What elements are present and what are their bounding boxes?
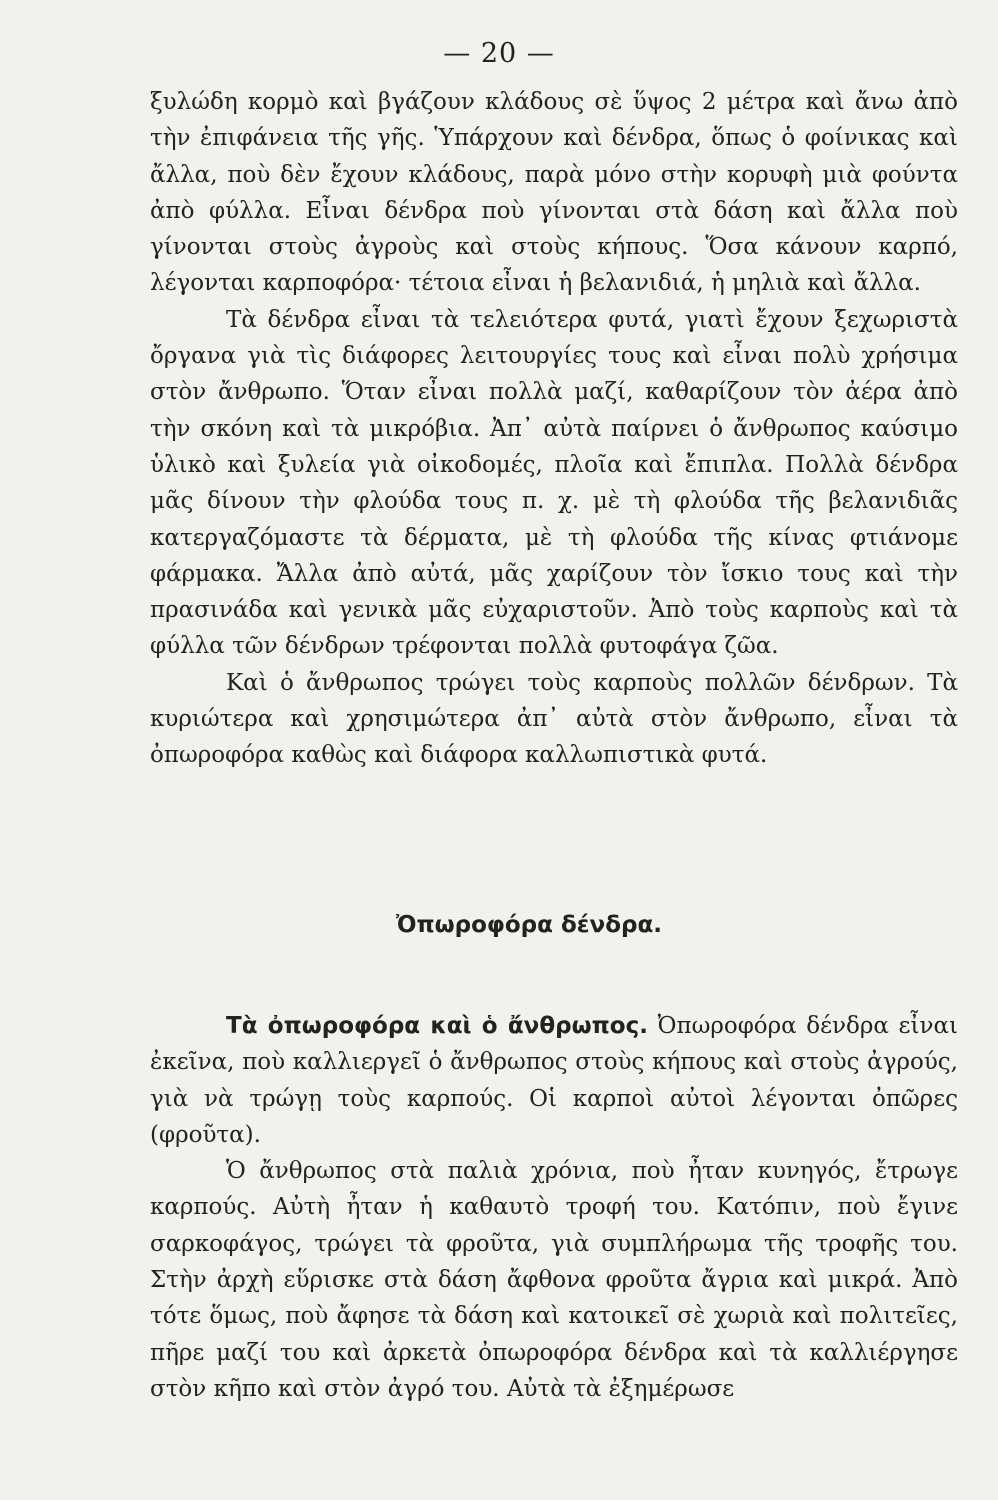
paragraph: Τὰ δένδρα εἶναι τὰ τελειότερα φυτά, γιατὶ ἔχουν ξεχωριστὰ ὄργανα γιὰ τὶς διάφορες λειτουργίες τους καὶ εἶναι πολὺ χρήσιμα στὸν ἄνθρωπο. Ὅταν εἶναι πολλὰ μαζί, καθαρίζουν τὸν ἀέρα ἀπὸ τὴν σκόνη καὶ τὰ μικρόβια. Ἀπ᾿ αὐτὰ παίρνει ὁ ἄνθρωπος καύσιμο ὑλικὸ καὶ ξυλεία γιὰ οἰκοδομές, πλοῖα καὶ ἔπιπλα. Πολλὰ δένδρα μᾶς δίνουν τὴν φλούδα τους π. χ. μὲ τὴ φλούδα τῆς βελανιδιᾶς κατεργαζόμαστε τὰ δέρματα, μὲ τὴ φλούδα τῆς κίνας φτιάνομε φάρμακα. Ἄλλα ἀπὸ αὐτά, μᾶς χαρίζουν τὸν ἴσκιο τους καὶ τὴν πρασινάδα καὶ γενικὰ μᾶς εὐχαριστοῦν. Ἀπὸ τοὺς καρποὺς καὶ τὰ φύλλα τῶν δένδρων τρέφονται πολλὰ φυτοφάγα ζῶα. [150,306,958,660]
paragraph: Καὶ ὁ ἄνθρωπος τρώγει τοὺς καρποὺς πολλῶν δένδρων. Τὰ κυριώτερα καὶ χρησιμώτερα ἀπ᾿ αὐτὰ στὸν ἄνθρωπο, εἶναι τὰ ὀπωροφόρα καθὼς καὶ διάφορα καλλωπιστικὰ φυτά. [150,669,958,769]
subheading: Τὰ ὀπωροφόρα καὶ ὁ ἄνθρωπος. [226,1013,648,1039]
paragraph-text: Ὀπωροφόρα δένδρα εἶναι ἐκεῖνα, ποὺ καλλιεργεῖ ὁ ἄνθρωπος στοὺς κήπους καὶ στοὺς ἀγρούς, γιὰ νὰ τρώγῃ τοὺς καρπούς. Οἱ καρποὶ αὐτοὶ λέγονται ὀπῶρες (φροῦτα). [150,1013,959,1148]
page-number: — 20 — [443,38,555,69]
paragraph [150,1008,958,1153]
paragraph: ξυλώδη κορμὸ καὶ βγάζουν κλάδους σὲ ὕψος 2 μέτρα καὶ ἄνω ἀπὸ τὴν ἐπιφάνεια τῆς γῆς. Ὑπάρχουν καὶ δένδρα, ὅπως ὁ φοίνικας καὶ ἄλλα, ποὺ δὲν ἔχουν κλάδους, παρὰ μόνο στὴν κορυφὴ μιὰ φούντα ἀπὸ φύλλα. Εἶναι δένδρα ποὺ γίνονται στὰ δάση καὶ ἄλλα ποὺ γίνονται στοὺς ἀγροὺς καὶ στοὺς κήπους. Ὅσα κάνουν καρπό, λέγονται καρποφόρα· τέτοια εἶναι ἡ βελανιδιά, ἡ μηλιὰ καὶ ἄλλα. [150,89,958,297]
section-heading: Ὀπωροφόρα δένδρα. [395,912,663,938]
paragraph: Ὁ ἄνθρωπος στὰ παλιὰ χρόνια, ποὺ ἦταν κυνηγός, ἔτρωγε καρπούς. Αὐτὴ ἦταν ἡ καθαυτὸ τροφή του. Κατόπιν, ποὺ ἔγινε σαρκοφάγος, τρώγει τὰ φροῦτα, γιὰ συμπλήρωμα τῆς τροφῆς του. Στὴν ἀρχὴ εὕρισκε στὰ δάση ἄφθονα φροῦτα ἄγρια καὶ μικρά. Ἀπὸ τότε ὅμως, ποὺ ἄφησε τὰ δάση καὶ κατοικεῖ σὲ χωριὰ καὶ πολιτεῖες, πῆρε μαζί του καὶ ἀρκετὰ ὀπωροφόρα δένδρα καὶ τὰ καλλιέργησε στὸν κῆπο καὶ στὸν ἀγρό του. Αὐτὰ τὰ ἐξημέρωσε [150,1158,958,1402]
body-text-top [150,84,958,774]
body-text-bottom [150,1008,958,1407]
